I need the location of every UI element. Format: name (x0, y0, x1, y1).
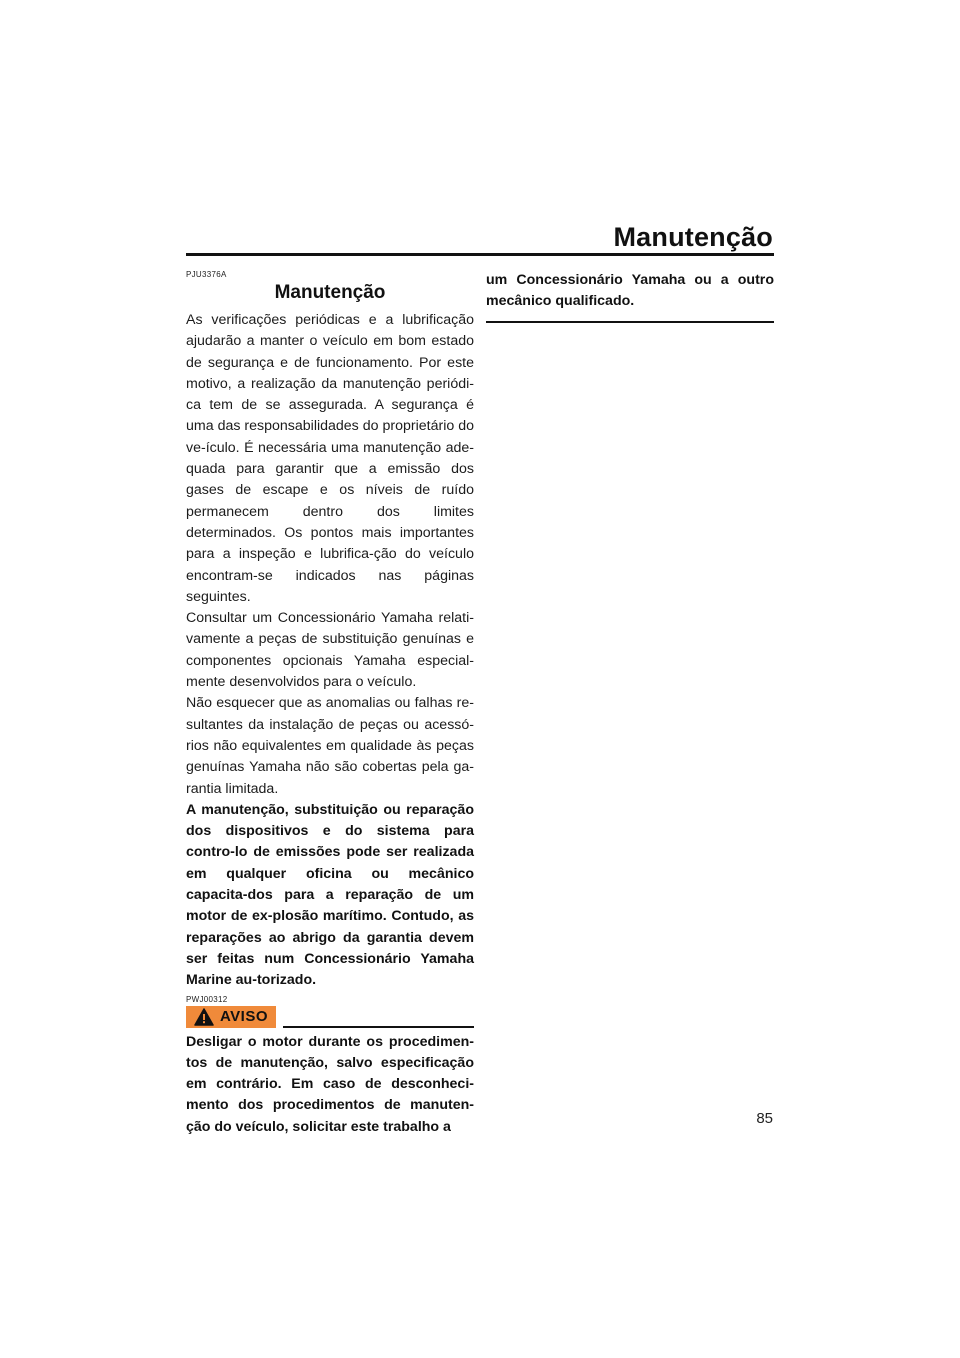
aviso-badge (186, 1006, 276, 1028)
section-title: Manutenção (274, 282, 386, 303)
left-column (186, 270, 474, 1138)
warning-rule (283, 1026, 474, 1028)
header-rule (186, 253, 774, 256)
right-column (486, 270, 774, 323)
paragraph-2: Consultar um Concessionário Yamaha relati-vamente a peças de substituição genuínas e componentes opcionais Yamaha especial-mente desenvolvidos para o veículo. (186, 610, 474, 691)
paragraph-1: As verificações periódicas e a lubrificação ajudarão a manter o veículo em bom estado de segurança e de funcionamento. Por este motivo, a realização da manutenção periódi-ca tem de se assegurada. A segurança é uma das responsabilidades do proprietário do ve-ículo. É necessária uma manutenção ade-quada para garantir que a emissão dos gases de escape e os níveis de ruído permanecem dentro dos limites determinados. Os pontos mais importantes para a inspeção e lubrifica-ção do veículo encontram-se indicados nas páginas seguintes. (186, 312, 474, 605)
warning-triangle-icon (194, 1008, 214, 1026)
page-header-title: Manutenção (613, 222, 773, 252)
section-code: PJU3376A (186, 270, 227, 279)
warning-end-rule (486, 321, 774, 323)
aviso-label: AVISO (219, 1008, 269, 1025)
page-number: 85 (756, 1110, 773, 1127)
warning-header (186, 1006, 474, 1028)
warning-code: PWJ00312 (186, 994, 228, 1004)
paragraph-3: Não esquecer que as anomalias ou falhas re-sultantes da instalação de peças ou acessó-rios não equivalentes em qualidade às peças genuínas Yamaha não são cobertas pela ga-rantia limitada. (186, 695, 474, 797)
warning-text-part2: um Concessionário Yamaha ou a outro mecânico qualificado. (486, 272, 774, 310)
bold-paragraph: A manutenção, substituição ou reparação dos dispositivos e do sistema para contro-lo de emissões pode ser realizada em qualquer oficina ou mecânico capacita-dos para a reparação de um motor de ex-plosão marítimo. Contudo, as reparações ao abrigo da garantia devem ser feitas num Concessionário Yamaha Marine au-torizado. (186, 801, 474, 989)
warning-text-part1: Desligar o motor durante os procedimen-tos de manutenção, salvo especificação em contrário. Em caso de desconheci-mento dos procedimentos de manuten-ção do veículo, solicitar este trabalho a (186, 1033, 474, 1135)
